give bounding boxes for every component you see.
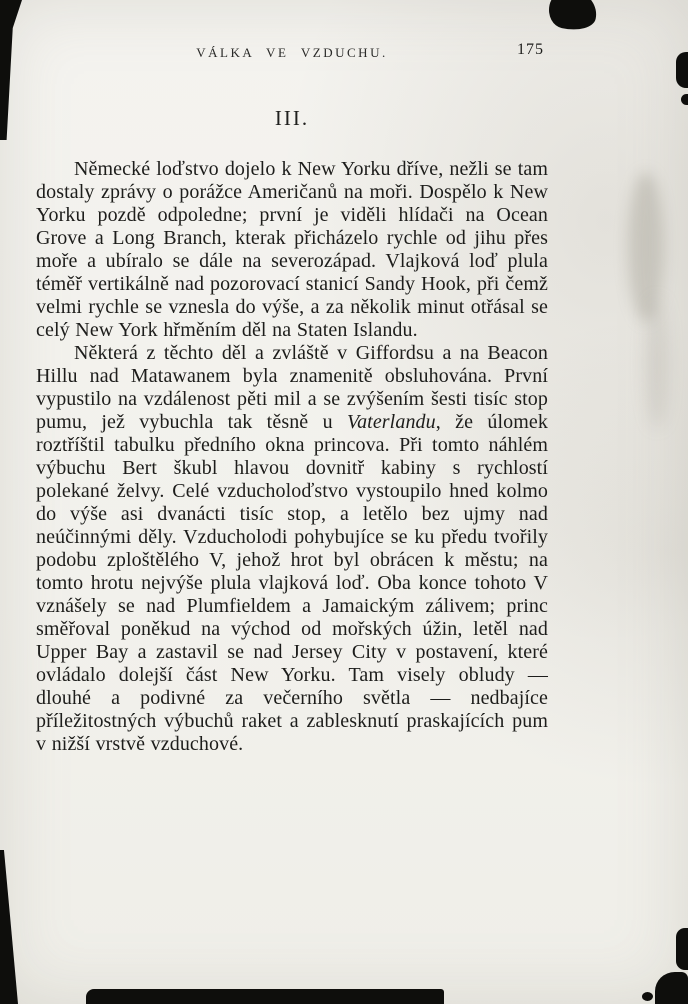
scan-artifact-top-right bbox=[545, 0, 600, 35]
scan-smudge-right-2 bbox=[646, 298, 668, 428]
scan-artifact-bottom-right-strip bbox=[676, 928, 688, 970]
page-number: 175 bbox=[517, 41, 544, 58]
paragraph-2-text-after: , že úlomek roztříštil tabulku předního okna princova. Při tomto náhlém výbuchu Bert škubl hlavou dovnitř kabiny s rychlostí polekané želvy. Celé vzducholoďstvo vystoupilo hned kolmo do výše asi dvanácti tisíc stop, a letělo bez ujmy nad neúčinnými děly. Vzducholodi pohybujíce se ku předu tvořily podobu zploštělého V, jehož hrot byl obrácen k městu; na tomto hrotu nejvýše plula vlajková loď. Oba konce tohoto V vznášely se nad Plumfieldem a Jamaickým zálivem; princ směřoval poněkud na východ od mořských úžin, letěl nad Upper Bay a zastavil se nad Jersey City v postavení, které ovládalo dolejší část New Yorku. Tam visely obludy — dlouhé a podivné za večerního světla — nedbajíce příležitostných výbuchů raket a zablesknutí praskajících pum v nižší vrstvě vzduchové. bbox=[36, 411, 548, 755]
paragraph-2-italic-word: Vaterlandu bbox=[346, 411, 436, 433]
chapter-heading: III. bbox=[274, 106, 310, 130]
paragraph-1: Německé loďstvo dojelo k New Yorku dříve, nežli se tam dostaly zprávy o porážce Američanů na moři. Dospělo k New Yorku pozdě odpoledne; první je viděli hlídači na Ocean Grove a Long Branch, kterak přicházelo rychle od jihu přes moře a ubíralo se dále na severozápad. Vlajková loď plula téměř vertikálně nad pozorovací stanicí Sandy Hook, při čemž velmi rychle se vznesla do výše, a za několik minut otřásal se celý New York hřměním děl na Staten Islandu. bbox=[36, 158, 548, 341]
paragraph-2-text-before: Některá z těchto děl a zvláště v Giffordsu a na Beacon Hillu nad Matawanem byla znamenitě obsluhována. První vypustilo na vzdálenost pěti mil a se zvýšením šesti tisíc stop pumu, jež vybuchla tak těsně u bbox=[36, 342, 548, 433]
scan-artifact-bottom-left bbox=[0, 850, 18, 1004]
scan-artifact-bottom-bar bbox=[86, 989, 444, 1004]
body-text bbox=[36, 158, 548, 756]
scan-artifact-bottom-right-blob bbox=[655, 972, 688, 1004]
running-title: VÁLKA VE VZDUCHU. bbox=[196, 45, 388, 60]
scan-artifact-right-edge-dot bbox=[681, 94, 688, 105]
scan-artifact-right-edge-upper bbox=[676, 52, 688, 88]
scan-artifact-bottom-dot bbox=[642, 992, 653, 1001]
paragraph-2 bbox=[36, 342, 548, 756]
scan-artifact-top-left bbox=[0, 0, 22, 140]
page-header bbox=[36, 41, 548, 62]
